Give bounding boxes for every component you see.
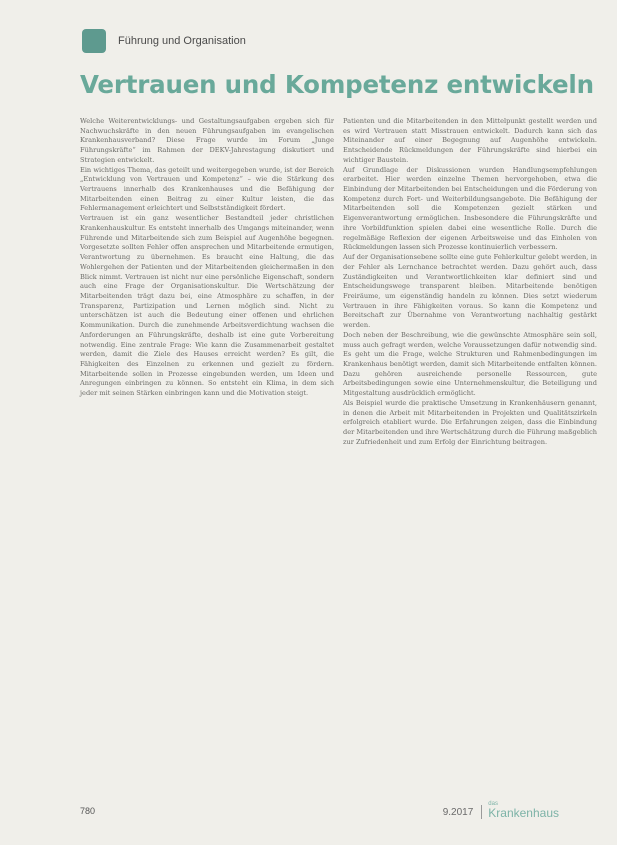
logo-prefix: das — [488, 801, 498, 807]
section-label: Führung und Organisation — [118, 35, 246, 47]
right-paragraph: Auf der Organisationsebene sollte eine gute Fehlerkultur gelebt werden, in der Fehler als Lernchance betrachtet werden. Dazu gehört auch, dass Zuständigkeiten und Verantwortlichkeiten klar definiert sind und Entscheidungswege transparent bleiben. Mitarbeitende benötigen Freiräume, um eigenständig handeln zu können. Dies setzt wiederum Vertrauen in ihre Fähigkeiten voraus. So kann die Kompetenz und Bereitschaft zur Übernahme von Verantwortung nachhaltig gestärkt werden. — [343, 253, 597, 330]
right-column — [343, 117, 597, 447]
section-color-square — [82, 29, 106, 53]
magazine-logo — [488, 801, 559, 819]
footer-branding — [443, 801, 559, 819]
page-number: 780 — [80, 806, 96, 816]
right-paragraph: Patienten und die Mitarbeitenden in den Mittelpunkt gestellt werden und es wird Vertrauen statt Misstrauen entwickelt. Dadurch kann sich das Miteinander auf einer Begegnung auf Augenhöhe entwickeln. Entscheidende Rückmeldungen der Führungskräfte sind hierbei ein wichtiger Baustein. — [343, 117, 597, 164]
issue-number: 9.2017 — [442, 807, 474, 818]
logo-name: Krankenhaus — [488, 806, 559, 820]
left-column — [80, 117, 334, 399]
left-paragraph: Welche Weiterentwicklungs- und Gestaltungsaufgaben ergeben sich für Nachwuchskräfte in den neuen Führungsaufgaben im evangelischen Krankenhausverband? Diese Frage wurde im Forum „Junge Führungskräfte“ im Rahmen der DEKV-Jahrestagung diskutiert und Strategien entwickelt. — [80, 117, 334, 164]
right-paragraph: Auf Grundlage der Diskussionen wurden Handlungsempfehlungen erarbeitet. Hier werden einzelne Themen hervorgehoben, etwa die Einbindung der Mitarbeitenden bei Entscheidungen und die Förderung von Kompetenz durch Fort- und Weiterbildungsangebote. Die Befähigung der Mitarbeitenden soll die Kompetenzen gezielt stärken und Eigenverantwortung ermöglichen. Insbesondere die Führungskräfte und ihre Vorbildfunktion spielen dabei eine wesentliche Rolle. Durch die regelmäßige Reflexion der eigenen Arbeitsweise und das Einholen von Rückmeldungen lassen sich Prozesse kontinuierlich verbessern. — [343, 165, 597, 252]
left-paragraph: Ein wichtiges Thema, das geteilt und weitergegeben wurde, ist der Bereich „Entwicklung von Vertrauen und Kompetenz“ – wie die Stärkung des Vertrauens innerhalb des Krankenhauses und die Befähigung der Mitarbeitenden einen Beitrag zu einer Kultur leisten, die das Fehlermanagement erleichtert und Selbstständigkeit fördert. — [80, 165, 334, 213]
footer-divider — [481, 805, 482, 819]
right-paragraph: Doch neben der Beschreibung, wie die gewünschte Atmosphäre sein soll, muss auch gefragt werden, welche Voraussetzungen dafür notwendig sind. Es geht um die Frage, welche Strukturen und Rahmenbedingungen im Krankenhaus benötigt werden, damit sich Mitarbeitende entfalten können. Dazu gehören ausreichende personelle Ressourcen, gute Arbeitsbedingungen sowie eine Unternehmenskultur, die Beteiligung und Mitgestaltung ausdrücklich ermöglicht. — [343, 330, 597, 398]
right-paragraph: Als Beispiel wurde die praktische Umsetzung in Krankenhäusern genannt, in denen die Arbeit mit Mitarbeitenden in Projekten und Qualitätszirkeln erfolgreich etabliert wurde. Die Erfahrungen zeigen, dass die Einbindung der Mitarbeitenden und ihre Wertschätzung durch die Führung maßgeblich zur Zufriedenheit und zum Erfolg der Einrichtung beitragen. — [343, 398, 598, 446]
left-paragraph: Vertrauen ist ein ganz wesentlicher Bestandteil jeder christlichen Krankenhauskultur. Es entsteht innerhalb des Umgangs miteinander, wenn Führende und Mitarbeitende sich zum Beispiel auf Augenhöhe begegnen. Vorgesetzte sollten Fehler offen ansprechen und Mitarbeitende ermutigen, Verantwortung zu übernehmen. Es braucht eine Haltung, die das Wohlergehen der Patienten und der Mitarbeitenden gleichermaßen in den Blick nimmt. Vertrauen ist nicht nur eine persönliche Eigenschaft, sondern auch eine Frage der Organisationskultur. Die Wertschätzung der Mitarbeitenden trägt dazu bei, eine Atmosphäre zu schaffen, in der Transparenz, Partizipation und Lernen möglich sind. Nicht zu unterschätzen ist auch die Bedeutung einer offenen und ehrlichen Kommunikation. Durch die zunehmende Arbeitsverdichtung wachsen die Anforderungen an Führungskräfte, deshalb ist eine gute Vorbereitung notwendig. Eine zentrale Frage: Wie kann die Zusammenarbeit gestaltet werden, damit die Ziele des Hauses erreicht werden? Es gilt, die Fähigkeiten des Einzelnen zu erkennen und gezielt zu fördern. Mitarbeitende sollen in Prozesse eingebunden werden, um Ideen und Anregungen einbringen zu können. So entsteht ein Klima, in dem sich jeder mit seinen Stärken einbringen kann und die Motivation steigt. — [80, 214, 334, 398]
article-title: Vertrauen und Kompetenz entwickeln — [80, 70, 594, 99]
section-tag — [82, 29, 246, 53]
